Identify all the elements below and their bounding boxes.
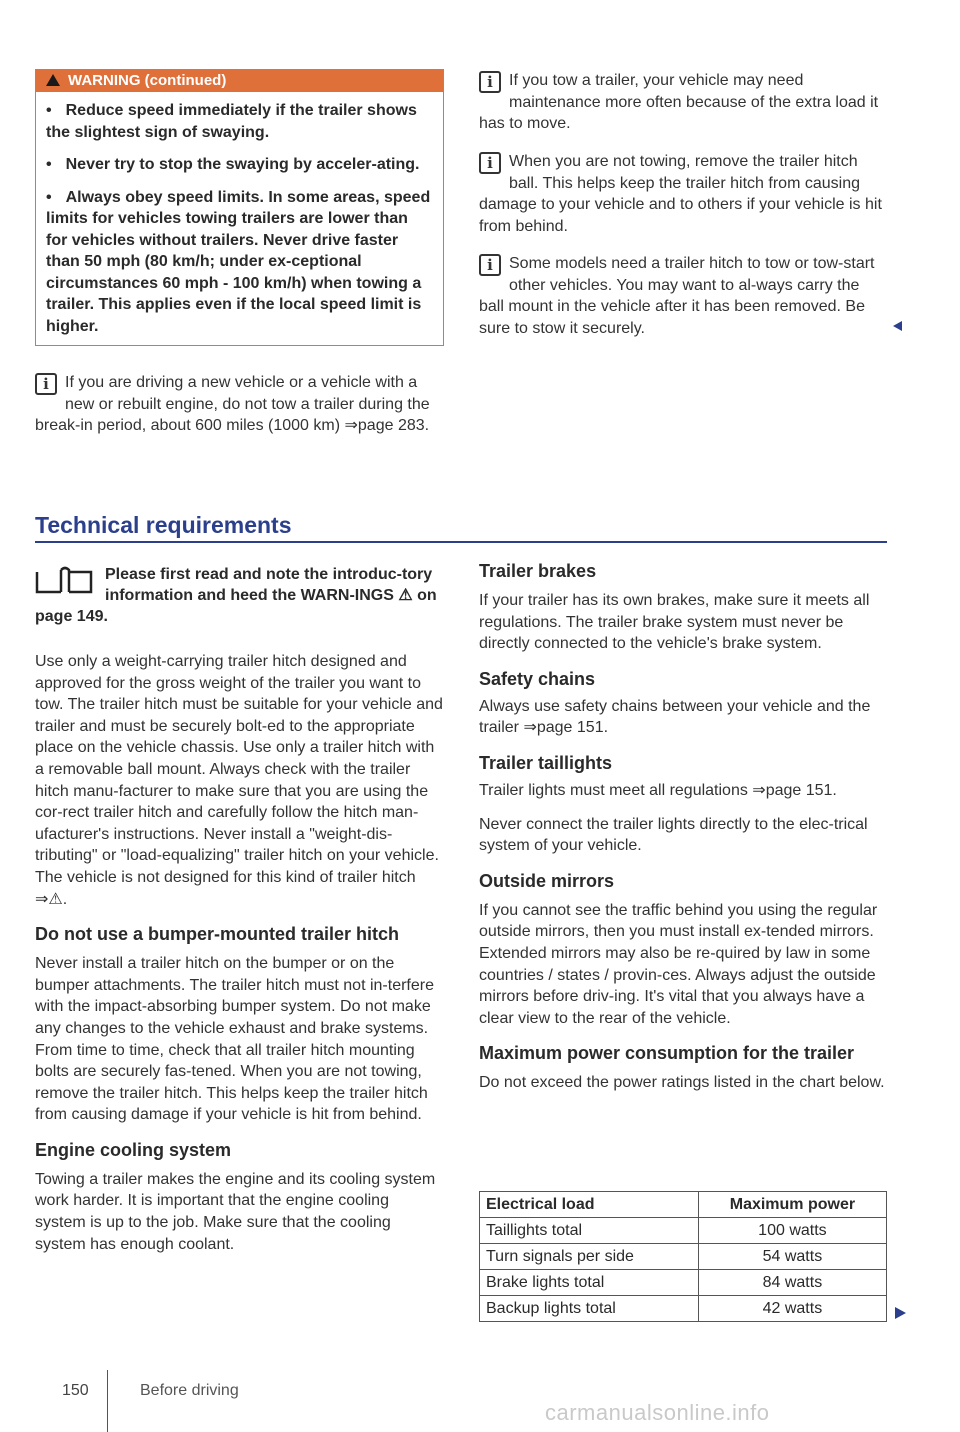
table-cell: 54 watts <box>698 1244 886 1270</box>
table-cell: Brake lights total <box>480 1270 699 1296</box>
table-row <box>480 1296 887 1322</box>
page-number: 150 <box>62 1382 89 1399</box>
paragraph-bumper: Never install a trailer hitch on the bumper or on the bumper attachments. The trailer hitch must not in-terfere with the impact-absorbing bumper system. Do not make any changes to the vehicle exhaust and brake systems. From time to time, check that all trailer hitch mounting bolts are securely fas-tened. When you are not towing, remove the trailer hitch. This helps keep the trailer hitch from causing damage if your vehicle is hit from behind. <box>35 955 434 1124</box>
table-row <box>480 1270 887 1296</box>
table-cell: Backup lights total <box>480 1296 699 1322</box>
info-icon: i <box>479 254 501 276</box>
table-cell: 84 watts <box>698 1270 886 1296</box>
heading-cooling: Engine cooling system <box>35 1139 232 1160</box>
heading-bumper: Do not use a bumper-mounted trailer hitch <box>35 924 400 945</box>
table-cell: 100 watts <box>698 1218 886 1244</box>
paragraph-brakes: If your trailer has its own brakes, make sure it meets all regulations. The trailer brake system must never be directly connected to the vehicle's brake system. <box>479 592 870 653</box>
warning-item: • Reduce speed immediately if the trailer shows the slightest sign of swaying. <box>46 102 417 141</box>
warning-list <box>36 92 443 345</box>
info-icon: i <box>479 71 501 93</box>
note-break-in: i If you are driving a new vehicle or a vehicle with a new or rebuilt engine, do not tow a trailer during the break-in period, about 600 miles (1000 km) ⇒page 283. <box>35 374 430 434</box>
table-cell: 42 watts <box>698 1296 886 1322</box>
info-icon: i <box>479 152 501 174</box>
note-remove-hitch: i When you are not towing, remove the trailer hitch ball. This helps keep the trailer hitch from causing damage to your vehicle and to others if your vehicle is hit from behind. <box>479 153 882 235</box>
heading-power: Maximum power consumption for the trailer <box>479 1043 855 1064</box>
warning-triangle-icon <box>46 74 60 86</box>
power-table <box>479 1191 887 1322</box>
warning-title: WARNING (continued) <box>68 72 227 89</box>
section-title: Technical requirements <box>35 512 292 538</box>
note-tow-start: i Some models need a trailer hitch to tow or tow-start other vehicles. You may want to al-ways carry the ball mount in the vehicle after it has been removed. Be sure to stow it securely. <box>479 255 875 337</box>
table-cell: Taillights total <box>480 1218 699 1244</box>
continue-arrow-icon <box>895 1307 906 1319</box>
heading-mirrors: Outside mirrors <box>479 870 615 891</box>
table-header: Maximum power <box>698 1192 886 1218</box>
paragraph-cooling: Towing a trailer makes the engine and its cooling system work harder. It is important that the engine cooling system is up to the job. Make sure that the cooling system has enough coolant. <box>35 1170 436 1253</box>
warning-item: • Never try to stop the swaying by acceler-ating. <box>46 156 420 173</box>
paragraph-hitch: Use only a weight-carrying trailer hitch designed and approved for the gross weight of the trailer you want to tow. The trailer hitch must be suitable for your vehicle and trailer and must be securely bolt-ed to the appropriate place on the vehicle chassis. Use only a trailer hitch with a removable ball mount. Always check with the trailer hitch manu-facturer to make sure that you are using the cor-rect trailer hitch and carefully follow the hitch man-ufacturer's instructions. Never install a "weight-dis-tributing" or "load-equalizing" trailer hitch on your vehicle. The vehicle is not designed for this kind of trailer hitch ⇒⚠. <box>35 653 443 908</box>
table-cell: Turn signals per side <box>480 1244 699 1270</box>
watermark: carmanualsonline.info <box>545 1400 770 1425</box>
heading-chains: Safety chains <box>479 668 596 689</box>
paragraph-taillights-2: Never connect the trailer lights directly to the elec-trical system of your vehicle. <box>479 815 868 855</box>
footer-section: Before driving <box>140 1382 239 1399</box>
left-column <box>35 651 444 1255</box>
warning-item: • Always obey speed limits. In some areas, speed limits for vehicles towing trailers are lower than for vehicles without trailers. Never drive faster than 50 mph (80 km/h; under ex-ceptional circumstances 60 mph - 100 km/h) when towing a trailer. This applies even if the local speed limit is higher. <box>46 188 431 335</box>
intro-note: Please first read and note the introduc-tory information and heed the WARN-INGS ⚠ on page 149. <box>35 566 437 625</box>
table-row <box>480 1218 887 1244</box>
heading-brakes: Trailer brakes <box>479 561 597 581</box>
paragraph-power: Do not exceed the power ratings listed in the chart below. <box>479 1074 885 1092</box>
section-divider <box>35 541 887 543</box>
warning-box <box>35 69 444 346</box>
paragraph-chains: Always use safety chains between your vehicle and the trailer ⇒page 151. <box>479 697 871 737</box>
paragraph-taillights: Trailer lights must meet all regulations ⇒page 151. <box>479 781 837 799</box>
table-header: Electrical load <box>480 1192 699 1218</box>
warning-header <box>36 70 443 92</box>
section-end-icon <box>893 321 902 331</box>
table-row <box>480 1244 887 1270</box>
info-icon: i <box>35 373 57 395</box>
book-icon <box>35 566 93 594</box>
table-header-row <box>480 1192 887 1218</box>
paragraph-mirrors: If you cannot see the traffic behind you using the regular outside mirrors, then you must install ex-tended mirrors. Extended mirrors may also be re-quired by law in some countries / states / provin-ces. Always adjust the outside mirrors before driv-ing. It's vital that you always have a clear view to the rear of the vehicle. <box>479 901 878 1027</box>
heading-taillights: Trailer taillights <box>479 752 613 773</box>
footer-divider <box>107 1370 108 1432</box>
right-column <box>479 561 887 1094</box>
note-maintenance: i If you tow a trailer, your vehicle may need maintenance more often because of the extra load it has to move. <box>479 72 879 132</box>
